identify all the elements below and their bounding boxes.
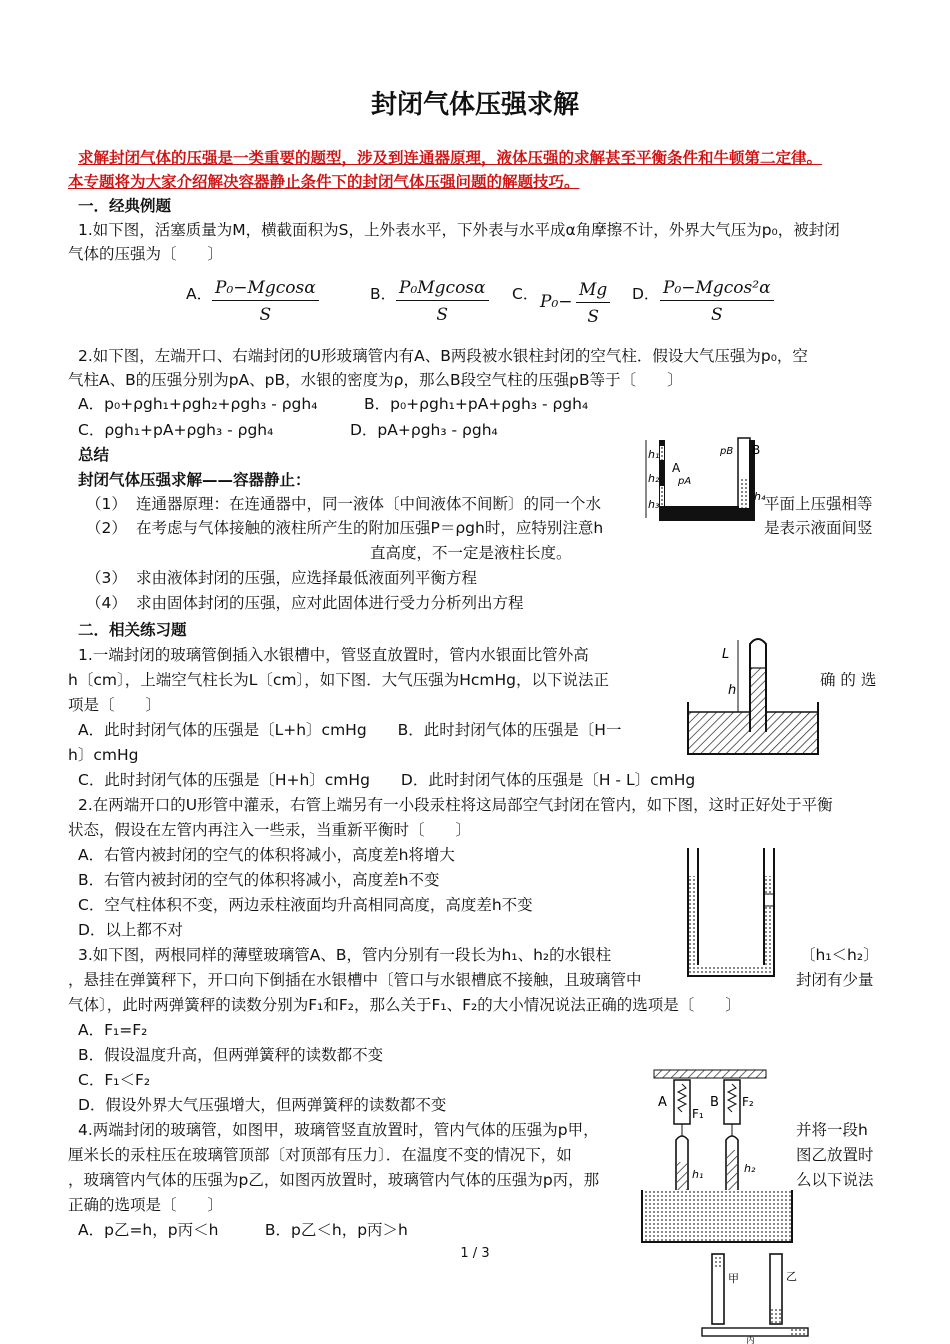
- q1-option-d-label: D．: [632, 285, 660, 303]
- label-l: L: [722, 647, 730, 662]
- fraction-numerator: P₀−Mgcosα: [212, 278, 319, 301]
- fraction-denominator: S: [436, 305, 449, 325]
- label-h4: h₄: [754, 490, 766, 503]
- label-a: A: [672, 461, 681, 475]
- q2-option-b: B．p₀+ρgh₁+pA+ρgh₃ - ρgh₄: [364, 395, 589, 413]
- q2-line2: 气柱A、B的压强分别为pA、pB，水银的密度为ρ，那么B段空气柱的压强pB等于〔 〕: [68, 371, 683, 389]
- q2-option-d: D．pA+ρgh₃ - ρgh₄: [350, 421, 498, 439]
- p1-options-cd: C．此时封闭气体的压强是〔H+h〕cmHg D．此时封闭气体的压强是〔H - L〕cmHg: [78, 771, 696, 789]
- label-h1: h₁: [648, 448, 660, 461]
- p1-options-ab: A．此时封闭气体的压强是〔L+h〕cmHg B．此时封闭气体的压强是〔H一: [78, 721, 622, 739]
- label-h1-tube: h₁: [692, 1168, 704, 1181]
- u-tube-figure: [640, 430, 766, 526]
- p3-option-a: A．F₁=F₂: [78, 1021, 148, 1039]
- p2-option-c: C．空气柱体积不变，两边汞柱液面均升高相同高度，高度差h不变: [78, 896, 533, 914]
- q1-option-a-formula: [212, 278, 319, 325]
- label-a-tube: A: [658, 1095, 667, 1110]
- p3-option-c: C．F₁＜F₂: [78, 1071, 151, 1089]
- label-pb: pB: [720, 446, 734, 457]
- q1-option-c-prefix: P₀−: [540, 292, 573, 312]
- summary-item-2-text-cont: 直高度，不一定是液柱长度。: [370, 544, 572, 562]
- fraction-denominator: S: [710, 305, 723, 325]
- label-h: h: [728, 683, 737, 698]
- intro-line-2: 本专题将为大家介绍解决容器静止条件下的封闭气体压强问题的解题技巧。: [68, 173, 580, 191]
- p3-line1: 3.如下图，两根同样的薄壁玻璃管A、B，管内分别有一段长为h₁、h₂的水银柱: [78, 946, 612, 964]
- q2-option-c: C．ρgh₁+pA+ρgh₃ - ρgh₄: [78, 421, 274, 439]
- q2-line1: 2.如下图，左端开口、右端封闭的U形玻璃管内有A、B两段被水银柱封闭的空气柱．假设大气压强为p₀，空: [78, 347, 808, 365]
- p1-options-ab-cont: h〕cmHg: [68, 746, 139, 764]
- page-title: 封闭气体压强求解: [370, 90, 579, 120]
- label-yi: 乙: [786, 1270, 797, 1283]
- summary-item-2-text-end: 是表示液面间竖: [764, 519, 873, 537]
- p4-line4: 正确的选项是〔 〕: [68, 1196, 224, 1214]
- section-heading-examples: 一．经典例题: [78, 197, 172, 215]
- sealed-tubes-figure: [698, 1252, 814, 1344]
- label-f2: F₂: [742, 1095, 754, 1109]
- summary-item-1-text: 连通器原理：在连通器中，同一液体〔中间液体不间断〕的同一个水: [136, 495, 602, 513]
- mercury-trough-figure: [686, 632, 822, 758]
- label-jia: 甲: [728, 1272, 739, 1285]
- q1-line1: 1.如下图，活塞质量为M，横截面积为S，上外表水平，下外表与水平成α角摩擦不计，外界大气压为p₀，被封闭: [78, 221, 840, 239]
- p2-line1: 2.在两端开口的U形管中灌汞，右管上端另有一小段汞柱将这局部空气封闭在管内，如下图，这时正好处于平衡: [78, 796, 833, 814]
- p4-line2-end: 图乙放置时: [796, 1146, 874, 1164]
- label-pa: pA: [678, 476, 692, 487]
- summary-subtitle: 封闭气体压强求解——容器静止：: [78, 471, 311, 489]
- p2-option-b: B．右管内被封闭的空气的体积将减小，高度差h不变: [78, 871, 440, 889]
- q1-option-b-formula: [396, 278, 489, 325]
- spring-scale-figure: [640, 1066, 796, 1250]
- p2-option-a: A．右管内被封闭的空气的体积将减小，高度差h将增大: [78, 846, 455, 864]
- label-bing: 丙: [746, 1336, 756, 1344]
- p4-line3: ，玻璃管内气体的压强为p乙，如图丙放置时，玻璃管内气体的压强为p丙，那: [68, 1171, 600, 1189]
- p4-line1: 4.两端封闭的玻璃管，如图甲，玻璃管竖直放置时，管内气体的压强为p甲，: [78, 1121, 599, 1139]
- p3-line2-end: 封闭有少量: [796, 971, 874, 989]
- q1-option-a-label: A．: [186, 285, 213, 303]
- q2-option-a: A．p₀+ρgh₁+ρgh₂+ρgh₃ - ρgh₄: [78, 395, 318, 413]
- p4-line1-end: 并将一段h: [796, 1121, 868, 1139]
- summary-item-2-text: 在考虑与气体接触的液柱所产生的附加压强P＝ρgh时，应特别注意h: [136, 519, 604, 537]
- summary-item-4-text: 求由固体封闭的压强，应对此固体进行受力分析列出方程: [136, 594, 524, 612]
- summary-item-1-text-end: 平面上压强相等: [764, 495, 873, 513]
- p1-line3: 项是〔 〕: [68, 696, 162, 714]
- open-u-tube-figure: [680, 846, 780, 982]
- q1-line2: 气体的压强为〔 〕: [68, 245, 224, 263]
- summary-item-3-number: （3）: [86, 569, 127, 587]
- fraction-denominator: S: [259, 305, 272, 325]
- p4-options-ab: A．p乙=h，p丙＜h B．p乙＜h，p丙＞h: [78, 1221, 408, 1239]
- fraction-numerator: P₀−Mgcos²α: [660, 278, 774, 301]
- fraction-numerator: P₀Mgcosα: [396, 278, 489, 301]
- label-h3: h₃: [648, 498, 660, 511]
- summary-item-2-number: （2）: [86, 519, 127, 537]
- q1-option-d-formula: [660, 278, 774, 325]
- summary-title: 总结: [78, 446, 110, 464]
- p3-option-d: D．假设外界大气压强增大，但两弹簧秤的读数都不变: [78, 1096, 447, 1114]
- label-h2: h₂: [648, 472, 660, 485]
- p1-line2-end: 确 的 选: [820, 671, 877, 689]
- p4-line3-end: 么以下说法: [796, 1171, 874, 1189]
- q1-option-c-formula: [576, 280, 610, 327]
- fraction-numerator: Mg: [576, 280, 610, 303]
- p3-option-b: B．假设温度升高，但两弹簧秤的读数都不变: [78, 1046, 384, 1064]
- summary-item-3-text: 求由液体封闭的压强，应选择最低液面列平衡方程: [136, 569, 478, 587]
- p3-line1-end: 〔h₁＜h₂〕: [800, 946, 879, 964]
- q1-option-c-label: C．: [512, 285, 539, 303]
- p1-line2: h〔cm〕，上端空气柱长为L〔cm〕，如下图．大气压强为HcmHg，以下说法正: [68, 671, 609, 689]
- label-h2-tube: h₂: [744, 1162, 756, 1175]
- summary-item-4-number: （4）: [86, 594, 127, 612]
- label-b: B: [752, 443, 761, 457]
- fraction-denominator: S: [587, 307, 599, 327]
- p4-line2: 厘米长的汞柱压在玻璃管顶部〔对顶部有压力〕．在温度不变的情况下，如: [68, 1146, 572, 1164]
- page-number: 1 / 3: [460, 1246, 490, 1261]
- intro-line-1: 求解封闭气体的压强是一类重要的题型，涉及到连通器原理，液体压强的求解甚至平衡条件和牛顿第二定律。: [78, 149, 823, 167]
- summary-item-1-number: （1）: [86, 495, 127, 513]
- label-b-tube: B: [710, 1095, 719, 1110]
- q1-option-b-label: B．: [370, 285, 397, 303]
- p3-line3: 气体〕，此时两弹簧秤的读数分别为F₁和F₂，那么关于F₁、F₂的大小情况说法正确的选项是〔 〕: [68, 996, 741, 1014]
- p1-line1: 1.一端封闭的玻璃管倒插入水银槽中，管竖直放置时，管内水银面比管外高: [78, 646, 589, 664]
- p2-line2: 状态，假设在左管内再注入一些汞，当重新平衡时〔 〕: [68, 821, 472, 839]
- section-heading-practice: 二．相关练习题: [78, 621, 187, 639]
- p2-option-d: D．以上都不对: [78, 921, 183, 939]
- label-f1: F₁: [692, 1107, 704, 1121]
- p3-line2: ，悬挂在弹簧秤下，开口向下倒插在水银槽中〔管口与水银槽底不接触，且玻璃管中: [68, 971, 642, 989]
